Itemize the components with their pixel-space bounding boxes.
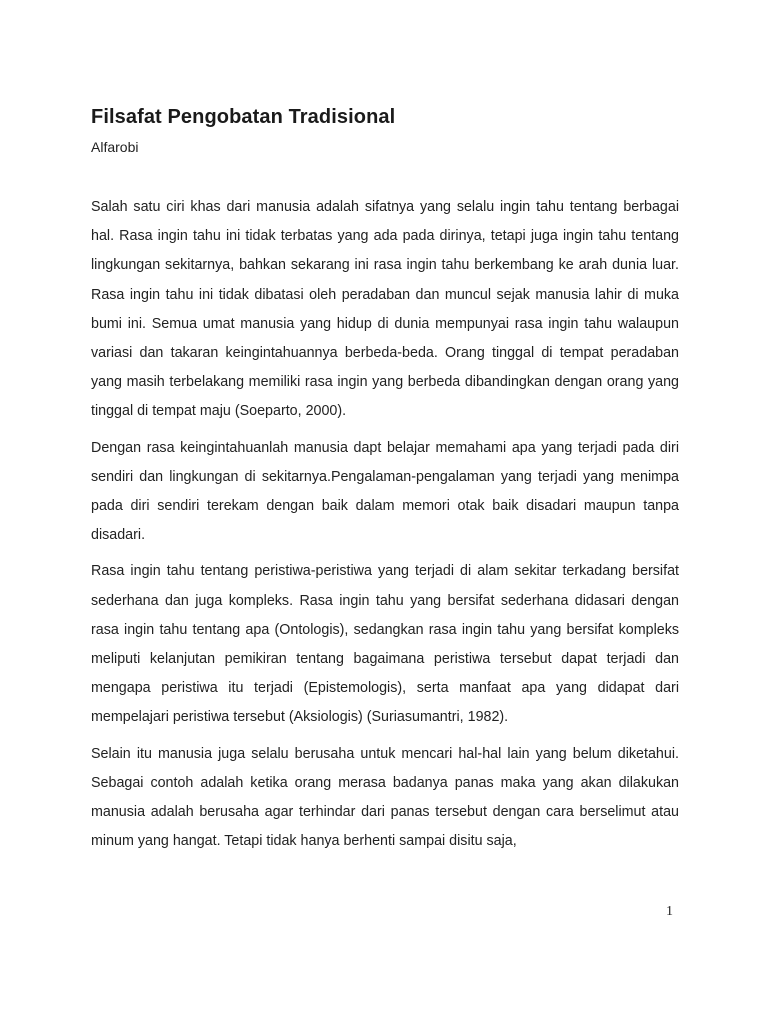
paragraph-3: Rasa ingin tahu tentang peristiwa-peristiwa yang terjadi di alam sekitar terkadang bersifat sederhana dan juga kompleks. Rasa ingin tahu yang bersifat sederhana didasari dengan rasa ingin tahu tentang apa (Ontologis), sedangkan rasa ingin tahu yang bersifat kompleks meliputi kelanjutan pemikiran tentang bagaimana peristiwa tersebut dapat terjadi dan mengapa peristiwa itu terjadi (Epistemologis), serta manfaat apa yang didapat dari mempelajari peristiwa tersebut (Aksiologis) (Suriasumantri, 1982).	[91, 563, 679, 726]
document-title: Filsafat Pengobatan Tradisional	[91, 106, 396, 128]
page-number: 1	[666, 904, 673, 919]
paragraph-4: Selain itu manusia juga selalu berusaha untuk mencari hal-hal lain yang belum diketahui. Sebagai contoh adalah ketika orang merasa badanya panas maka yang akan dilakukan manusia adalah berusaha agar terhindar dari panas tersebut dengan cara berselimut atau minum yang hangat. Tetapi tidak hanya berhenti sampai disitu saja,	[91, 745, 679, 850]
document-body	[91, 193, 679, 863]
document-author: Alfarobi	[91, 139, 139, 155]
paragraph-1: Salah satu ciri khas dari manusia adalah sifatnya yang selalu ingin tahu tentang berbagai hal. Rasa ingin tahu ini tidak terbatas yang ada pada dirinya, tetapi juga ingin tahu tentang lingkungan sekitarnya, bahkan sekarang ini rasa ingin tahu berkembang ke arah dunia luar. Rasa ingin tahu ini tidak dibatasi oleh peradaban dan muncul sejak manusia lahir di muka bumi ini. Semua umat manusia yang hidup di dunia mempunyai rasa ingin tahu walaupun variasi dan takaran keingintahuannya berbeda-beda. Orang tinggal di tempat peradaban yang masih terbelakang memiliki rasa ingin yang berbeda dibandingkan dengan orang yang tinggal di tempat maju (Soeparto, 2000).	[91, 199, 679, 420]
paragraph-2: Dengan rasa keingintahuanlah manusia dapt belajar memahami apa yang terjadi pada diri sendiri dan lingkungan di sekitarnya.Pengalaman-pengalaman yang terjadi yang menimpa pada diri sendiri terekam dengan baik dalam memori otak baik disadari maupun tanpa disadari.	[91, 439, 679, 544]
